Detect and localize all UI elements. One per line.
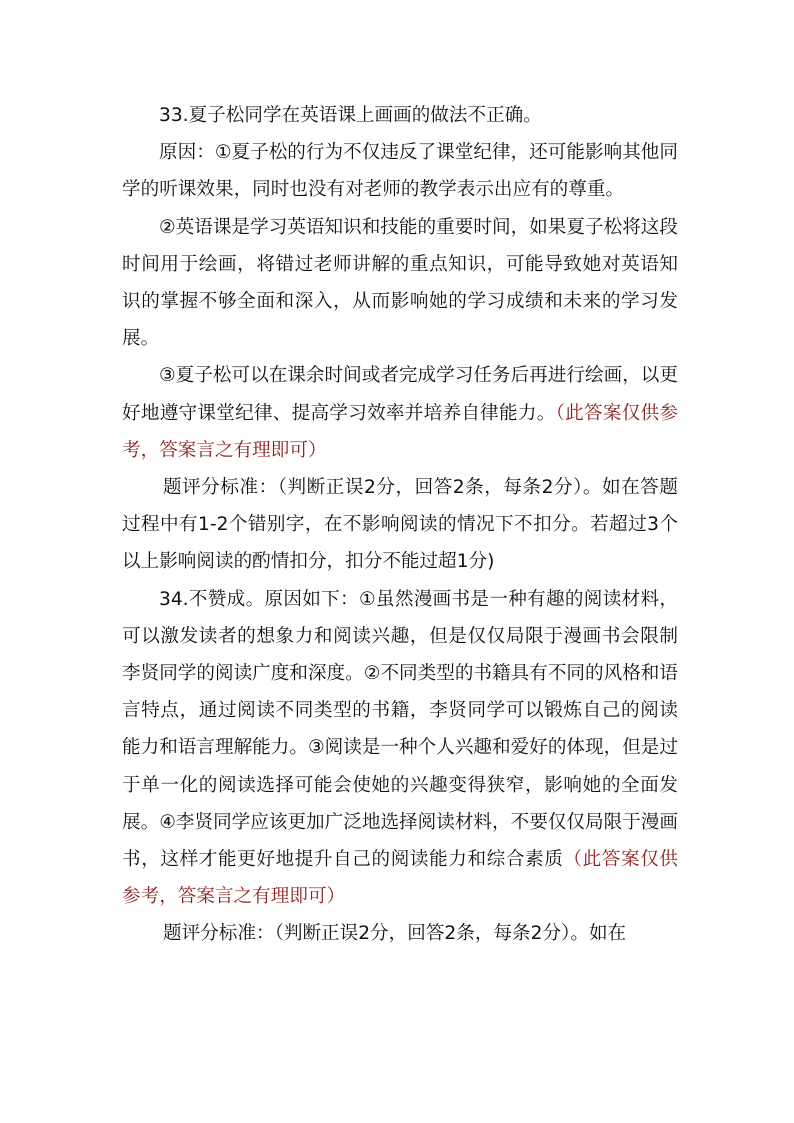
answer-content — [122, 97, 678, 953]
q34-answer-paragraph — [122, 581, 678, 916]
q33-reason-3-paragraph — [122, 357, 678, 469]
q34-answer: 34.不赞成。原因如下：①虽然漫画书是一种有趣的阅读材料，可以激发读者的想象力和阅读兴趣，但是仅仅局限于漫画书会限制李贤同学的阅读广度和深度。②不同类型的书籍具有不同的风格和语言特点，通过阅读不同类型的书籍，李贤同学可以锻炼自己的阅读能力和语言理解能力。③阅读是一种个人兴趣和爱好的体现，但是过于单一化的阅读选择可能会使她的兴趣变得狭窄，影响她的全面发展。④李贤同学应该更加广泛地选择阅读材料，不要仅仅局限于漫画书，这样才能更好地提升自己的阅读能力和综合素质 — [122, 588, 678, 871]
q33-reason-1: 原因：①夏子松的行为不仅违反了课堂纪律，还可能影响其他同学的听课效果，同时也没有对老师的教学表示出应有的尊重。 — [122, 142, 678, 201]
q33-reason-2: ②英语课是学习英语知识和技能的重要时间，如果夏子松将这段时间用于绘画，将错过老师讲解的重点知识，可能导致她对英语知识的掌握不够全面和深入，从而影响她的学习成绩和未来的学习发展。 — [122, 216, 678, 350]
q33-title: 33.夏子松同学在英语课上画画的做法不正确。 — [159, 105, 542, 126]
q33-grading: 题评分标准：（判断正误2分，回答2条，每条2分）。如在答题过程中有1-2个错别字，在不影响阅读的情况下不扣分。若超过3个以上影响阅读的酌情扣分，扣分不能过超1分) — [122, 477, 678, 573]
q33-reason-3: ③夏子松可以在课余时间或者完成学习任务后再进行绘画，以更好地遵守课堂纪律、提高学习效率并培养自律能力。 — [122, 365, 678, 424]
q34-note: （此答案仅供参考，答案言之有理即可） — [122, 849, 678, 908]
q33-note: （此答案仅供参考，答案言之有理即可） — [122, 402, 678, 461]
q34-grading: 题评分标准：（判断正误2分，回答2条，每条2分）。如在 — [163, 923, 627, 945]
